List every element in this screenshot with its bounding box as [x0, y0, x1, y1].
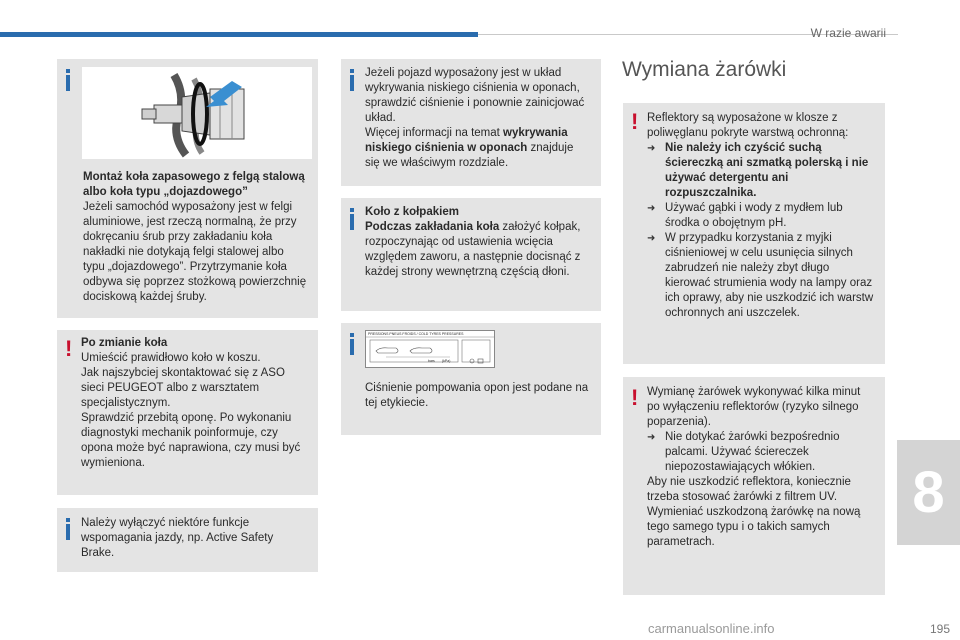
tyre-label-bar-unit: bars [428, 359, 435, 363]
pressure-detection-ref-a: Więcej informacji na temat [365, 127, 504, 139]
tyre-pressure-label-illustration [365, 330, 495, 368]
info-box-driving-aids [57, 508, 318, 572]
watermark: carmanualsonline.info [648, 621, 775, 636]
bullet-arrow-icon: ➜ [647, 203, 656, 214]
spare-wheel-title: Montaż koła zapasowego z felgą stalową albo koła typu „dojazdowego” [83, 171, 305, 198]
after-change-line2: Jak najszybciej skontaktować się z ASO sieci PEUGEOT albo z warsztatem specjalistycznym. [81, 367, 285, 409]
info-box-spare-wheel [57, 59, 318, 318]
info-box-tyre-label [341, 323, 601, 435]
warning-box-headlamp-care [623, 103, 885, 364]
warning-icon: ! [631, 109, 639, 134]
list-item: ➜ W przypadku korzystania z myjki ciśnieniowej w celu usunięcia silnych zabrudzeń nie należy zbyt długo kierować strumienia wody na lampy oraz ich oprawy, aby nie uszkodzić ich warstw ochronnych ani uszczelek. [647, 232, 874, 319]
info-icon [350, 333, 355, 355]
spare-wheel-text: Jeżeli samochód wyposażony jest w felgi aluminiowe, jest rzeczą normalną, że przy dokręcaniu śrub przy zakładaniu koła nakładki nie dotykają felgi stalowej albo typu „dojazdowego”. Przytrzymanie koła odbywa się poprzez stożkową powierzchnię dociskową każdej śruby. [83, 201, 307, 303]
list-item: ➜ Nie dotykać żarówki bezpośrednio palcami. Używać ściereczek niepozostawiających włókien. [647, 431, 840, 473]
bullet-arrow-icon: ➜ [647, 233, 656, 244]
info-icon [350, 69, 355, 91]
info-box-hubcap [341, 198, 601, 311]
info-icon [66, 69, 71, 91]
info-icon [66, 518, 71, 540]
pressure-detection-ref-link: wykrywania niskiego ciśnienia w oponach [365, 127, 568, 154]
chapter-number-tab: 8 [897, 440, 960, 545]
bulb-change-tail: Aby nie uszkodzić reflektora, koniecznie trzeba stosować żarówki z filtrem UV. Wymieniać uszkodzoną żarówkę na nową tego samego typu i o takich samych parametrach. [647, 476, 861, 548]
hubcap-text: założyć kołpak, rozpoczynając od ustawienia wcięcia względem zaworu, a następnie docisnąć z każdej strony wewnętrzną częścią dłoni. [365, 221, 581, 278]
list-item: ➜ Używać gąbki i wody z mydłem lub środka o obojętnym pH. [647, 202, 843, 229]
warning-box-bulb-change [623, 377, 885, 595]
tyre-label-kpa-unit: (kPa) [442, 359, 451, 363]
section-title: Wymiana żarówki [622, 58, 787, 81]
after-change-line3: Sprawdzić przebitą oponę. Po wykonaniu diagnostyki mechanik poinformuje, czy opona może być naprawiona, czy musi być wymieniona. [81, 412, 301, 469]
bullet-arrow-icon: ➜ [647, 143, 656, 154]
after-change-line1: Umieścić prawidłowo koło w koszu. [81, 352, 261, 364]
chapter-header-title: W razie awarii [810, 26, 886, 40]
warning-box-after-change [57, 330, 318, 495]
hubcap-title: Koło z kołpakiem [365, 206, 459, 218]
warning-icon: ! [631, 385, 639, 410]
tyre-label-text: Ciśnienie pompowania opon jest podane na tej etykiecie. [365, 382, 589, 409]
bullet-arrow-icon: ➜ [647, 432, 656, 443]
driving-aids-text: Należy wyłączyć niektóre funkcje wspomagania jazdy, np. Active Safety Brake. [81, 517, 274, 559]
list-item: ➜ Nie należy ich czyścić suchą ściereczką ani szmatką polerską i nie używać detergentu ani rozpuszczalnika. [647, 142, 869, 199]
pressure-detection-text: Jeżeli pojazd wyposażony jest w układ wykrywania niskiego ciśnienia w oponach, sprawdzić ciśnienie i ponownie zainicjować układ. [365, 67, 585, 124]
info-box-pressure-detection [341, 59, 601, 186]
pressure-detection-ref-b: znajduje się we właściwym rozdziale. [365, 142, 574, 169]
tyre-label-heading: PRESSIONS PNEUS FROIDS / COLD TYRES PRESSURES [368, 332, 464, 336]
bulb-change-intro: Wymianę żarówek wykonywać kilka minut po wyłączeniu reflektorów (ryzyko silnego poparzenia). [647, 386, 861, 428]
headlamp-care-intro: Reflektory są wyposażone w klosze z poliwęglanu pokryte warstwą ochronną: [647, 112, 849, 139]
info-icon [350, 208, 355, 230]
warning-icon: ! [65, 336, 73, 361]
after-change-title: Po zmianie koła [81, 337, 168, 349]
wheel-bolt-illustration [82, 67, 312, 159]
hubcap-subtitle: Podczas zakładania koła [365, 221, 500, 233]
header-accent-bar [0, 32, 478, 37]
page-number: 195 [929, 622, 950, 636]
